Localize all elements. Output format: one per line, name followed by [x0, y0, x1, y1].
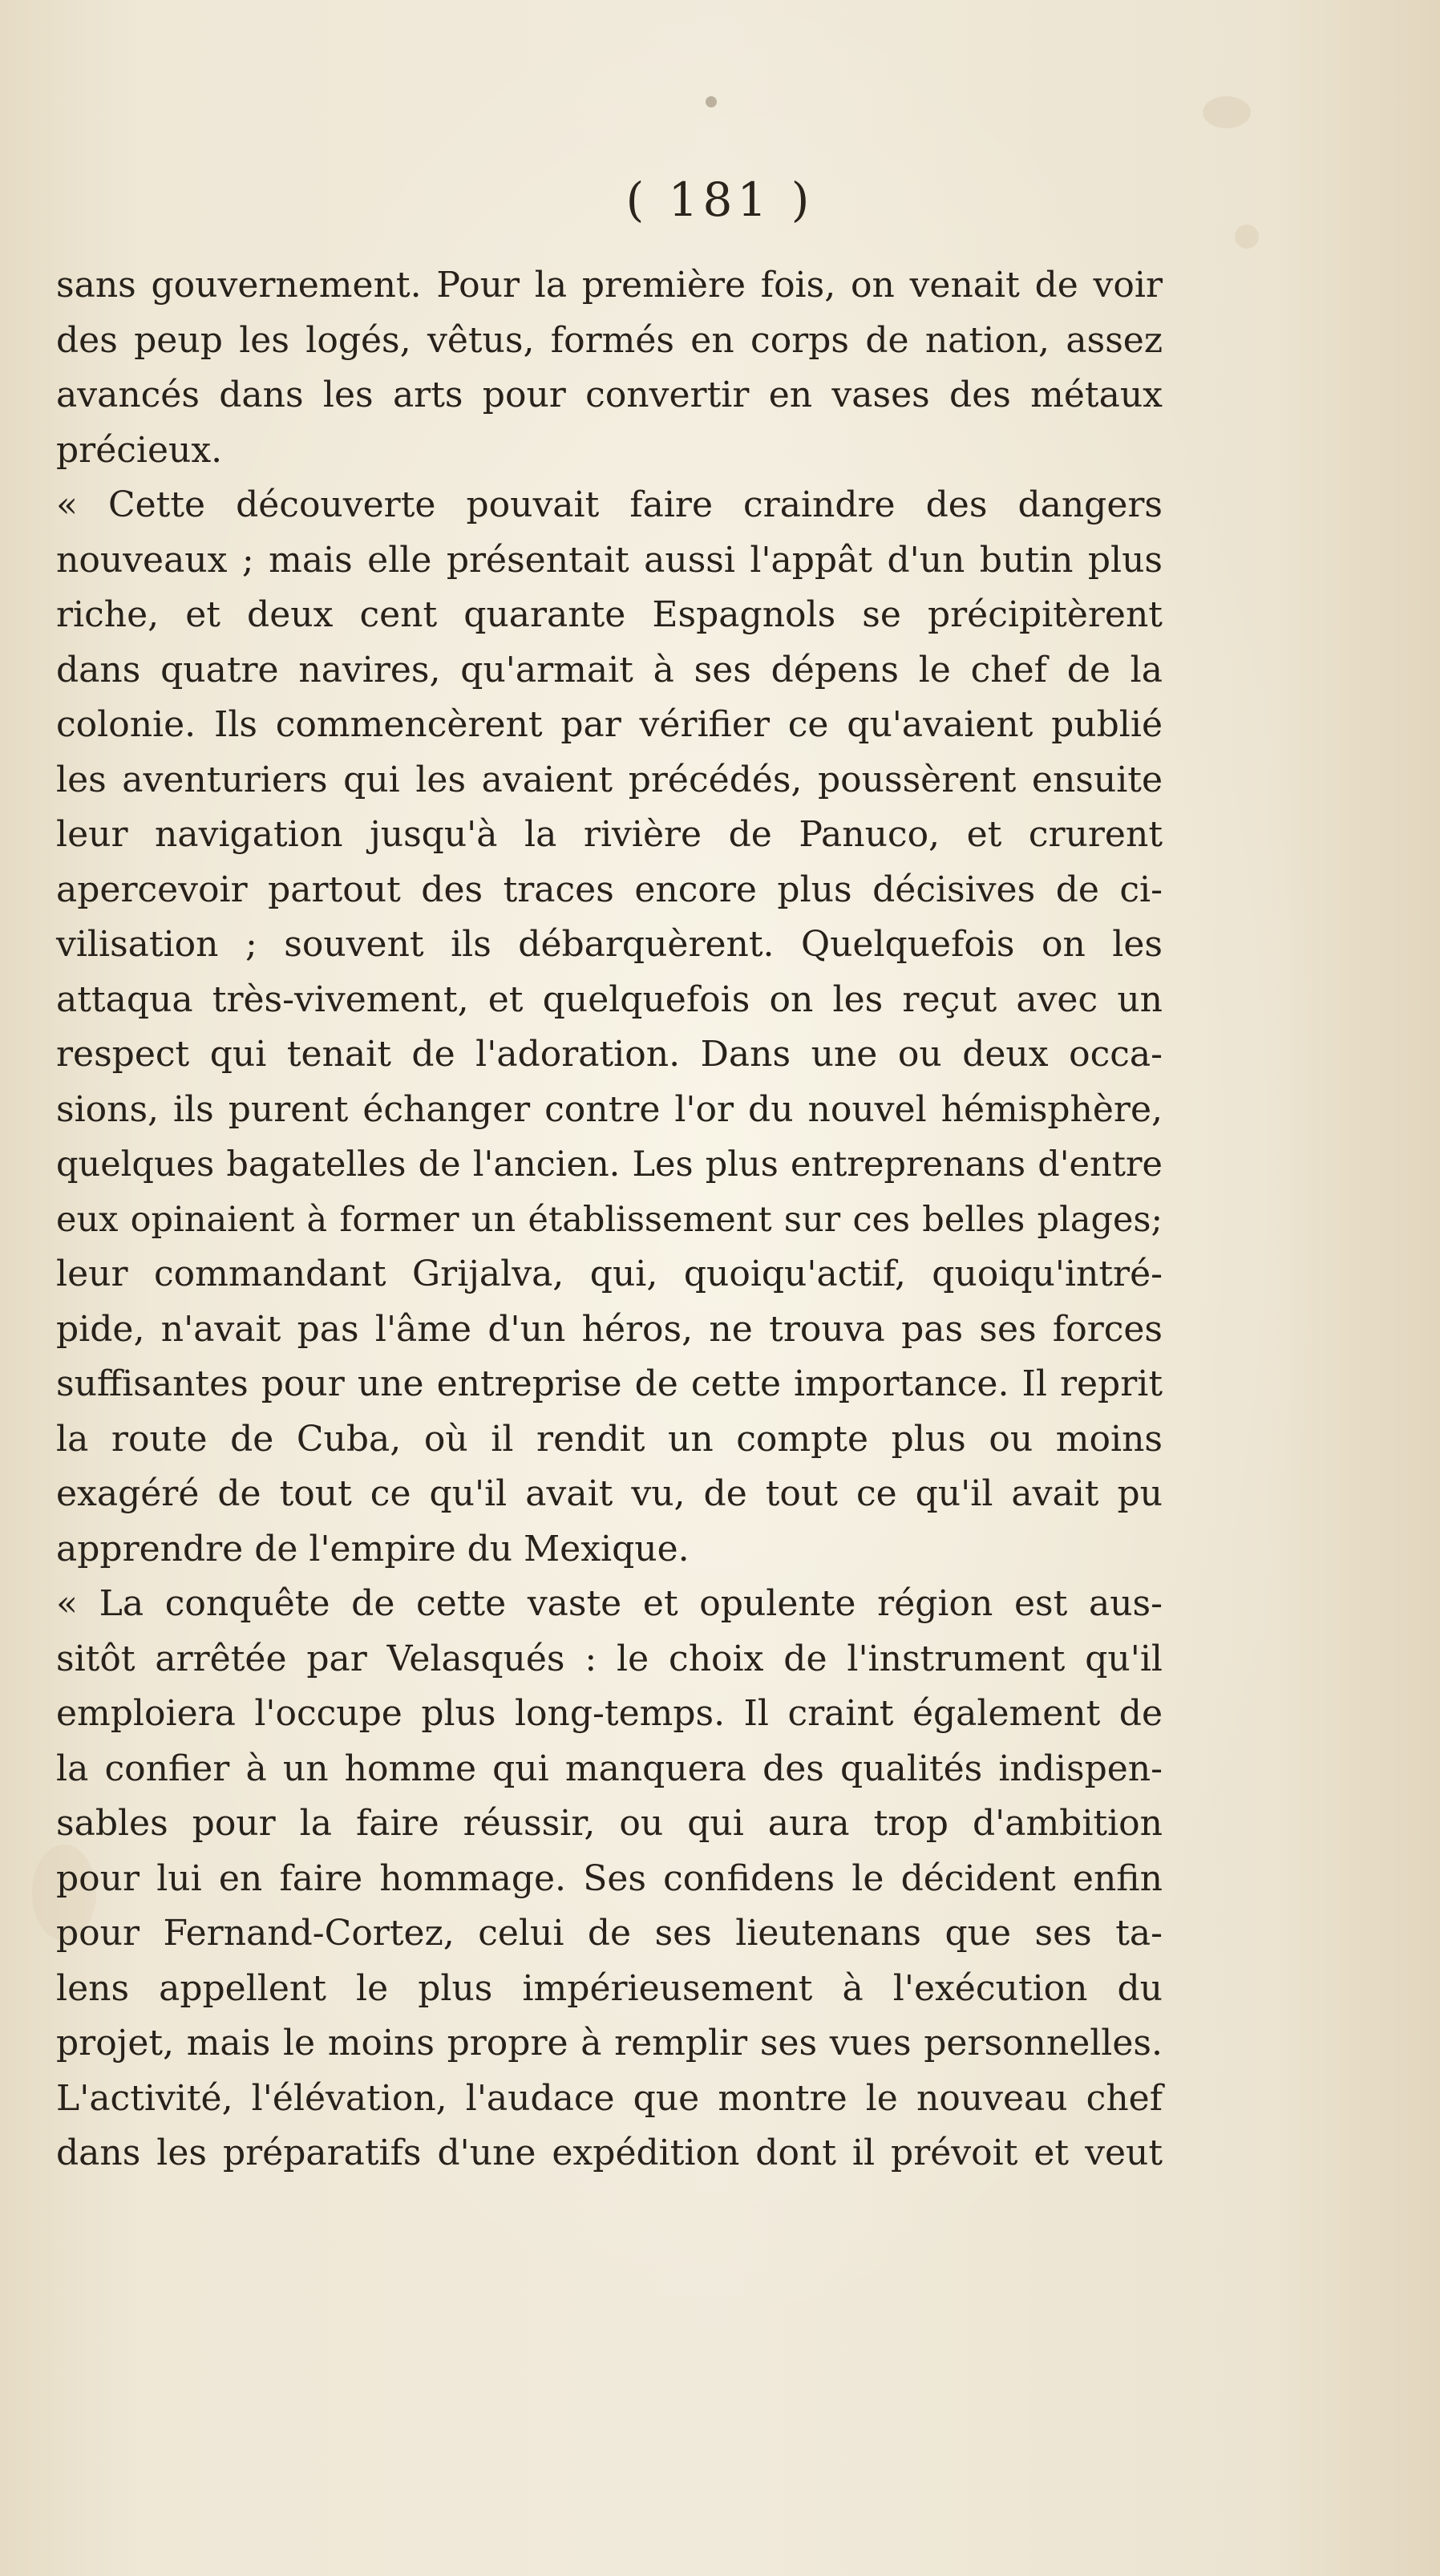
- text-line: apercevoir partout des traces encore plus décisives de ci-: [56, 869, 1163, 910]
- text-line: exagéré de tout ce qu'il avait vu, de tout ce qu'il avait pu: [56, 1473, 1163, 1514]
- text-line: précieux.: [56, 429, 223, 471]
- text-line: leur commandant Grijalva, qui, quoiqu'actif, quoiqu'intré-: [56, 1254, 1163, 1294]
- text-line: emploiera l'occupe plus long-temps. Il craint également de: [56, 1693, 1163, 1734]
- text-line: pour Fernand-Cortez, celui de ses lieutenans que ses ta-: [56, 1913, 1163, 1954]
- text-line: « La conquête de cette vaste et opulente région est aus-: [56, 1583, 1163, 1624]
- text-line: « Cette découverte pouvait faire craindre des dangers: [56, 484, 1163, 525]
- text-line: leur navigation jusqu'à la rivière de Panuco, et crurent: [56, 814, 1163, 855]
- text-line: colonie. Ils commencèrent par vérifier ce qu'avaient publié: [56, 704, 1163, 745]
- text-line: avancés dans les arts pour convertir en vases des métaux: [56, 375, 1163, 415]
- paper-speck: [706, 96, 717, 107]
- text-line: nouveaux ; mais elle présentait aussi l'appât d'un butin plus: [56, 539, 1163, 581]
- text-line: L'activité, l'élévation, l'audace que montre le nouveau chef: [56, 2077, 1163, 2119]
- text-line: dans les préparatifs d'une expédition dont il prévoit et veut: [56, 2132, 1163, 2173]
- text-line: suffisantes pour une entreprise de cette importance. Il reprit: [56, 1363, 1163, 1404]
- text-line: pour lui en faire hommage. Ses confidens le décident enfin: [56, 1857, 1163, 1899]
- text-line: apprendre de l'empire du Mexique.: [56, 1528, 690, 1569]
- text-line: sables pour la faire réussir, ou qui aura trop d'ambition: [56, 1803, 1163, 1844]
- text-line: la confier à un homme qui manquera des qualités indispen-: [56, 1748, 1163, 1789]
- paper-stain: [1235, 225, 1259, 249]
- text-line: vilisation ; souvent ils débarquèrent. Quelquefois on les: [56, 924, 1163, 965]
- text-line: dans quatre navires, qu'armait à ses dépens le chef de la: [56, 649, 1163, 691]
- text-line: respect qui tenait de l'adoration. Dans une ou deux occa-: [56, 1034, 1163, 1075]
- body-text: [56, 258, 1163, 2181]
- text-line: eux opinaient à former un établissement sur ces belles plages;: [56, 1199, 1163, 1240]
- text-line: des peup les logés, vêtus, formés en corps de nation, assez: [56, 319, 1163, 361]
- text-line: pide, n'avait pas l'âme d'un héros, ne trouva pas ses forces: [56, 1308, 1163, 1350]
- text-line: lens appellent le plus impérieusement à l'exécution du: [56, 1967, 1163, 2009]
- page-number: ( 181 ): [625, 172, 815, 227]
- text-line: la route de Cuba, où il rendit un compte plus ou moins: [56, 1418, 1163, 1460]
- text-line: sions, ils purent échanger contre l'or du nouvel hémisphère,: [56, 1088, 1163, 1130]
- text-line: les aventuriers qui les avaient précédés, poussèrent ensuite: [56, 759, 1163, 800]
- paper-stain: [1203, 96, 1251, 128]
- text-line: attaqua très-vivement, et quelquefois on les reçut avec un: [56, 978, 1163, 1020]
- text-line: sans gouvernement. Pour la première fois, on venait de voir: [56, 265, 1163, 306]
- text-line: projet, mais le moins propre à remplir ses vues personnelles.: [56, 2023, 1163, 2064]
- text-line: quelques bagatelles de l'ancien. Les plus entreprenans d'entre: [56, 1144, 1163, 1185]
- text-line: riche, et deux cent quarante Espagnols se précipitèrent: [56, 594, 1163, 635]
- text-line: sitôt arrêtée par Velasqués : le choix de l'instrument qu'il: [56, 1638, 1163, 1679]
